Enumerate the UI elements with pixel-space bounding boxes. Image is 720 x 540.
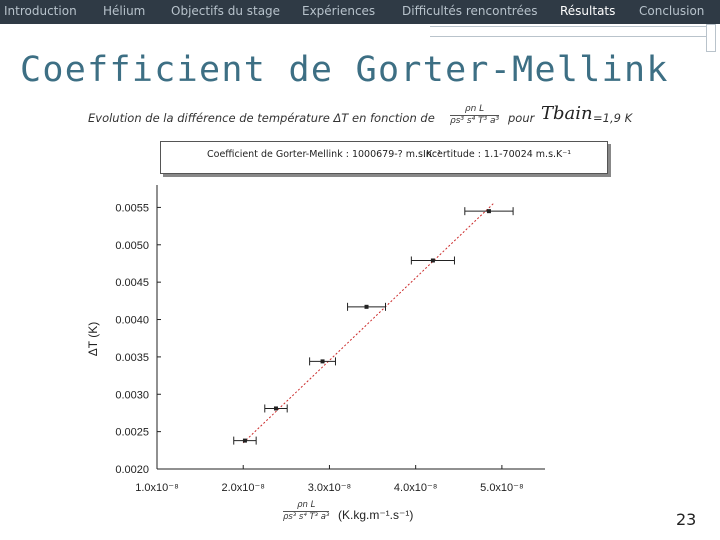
nav-conclusion[interactable]: Conclusion <box>639 4 705 18</box>
subtitle-fraction-numerator: ρn L <box>450 104 499 116</box>
legend-uncertainty: Incertitude : 1.1-70024 m.s.K⁻¹ <box>423 149 572 160</box>
legend-coefficient: Coefficient de Gorter-Mellink : 1000679-? m.s.K⁻¹ <box>207 149 442 160</box>
y-tick-label: 0.0040 <box>115 314 149 327</box>
y-tick-label: 0.0020 <box>115 464 149 476</box>
fit-line <box>243 204 493 443</box>
x-tick-label: 3.0x10⁻⁸ <box>307 482 352 494</box>
nav-decorative-corner <box>706 24 716 52</box>
subtitle-pour: pour <box>508 111 535 125</box>
x-tick-label: 5.0x10⁻⁸ <box>480 482 524 494</box>
data-point <box>274 406 278 410</box>
x-axis-fraction <box>283 500 329 523</box>
nav-resultats[interactable]: Résultats <box>560 4 616 18</box>
x-axis-fraction-denominator: ρs³ s⁴ T³ a³ <box>283 512 330 522</box>
tbain-value: =1,9 K <box>593 111 633 125</box>
x-axis-fraction-numerator: ρn L <box>283 500 329 512</box>
y-axis-label: ΔT (K) <box>86 321 100 357</box>
x-axis-unit: (K.kg.m⁻¹.s⁻¹) <box>338 508 414 522</box>
y-tick-label: 0.0050 <box>115 239 149 252</box>
data-point <box>321 359 325 363</box>
nav-objectifs[interactable]: Objectifs du stage <box>171 4 281 18</box>
y-tick-label: 0.0055 <box>115 202 149 215</box>
page-number: 23 <box>676 510 697 529</box>
nav-introduction[interactable]: Introduction <box>4 4 77 18</box>
y-tick-label: 0.0035 <box>115 351 149 364</box>
x-tick-label: 4.0x10⁻⁸ <box>393 482 438 494</box>
slide-title: Coefficient de Gorter-Mellink <box>20 50 669 90</box>
nav-helium[interactable]: Hélium <box>103 4 146 18</box>
data-point <box>487 209 491 213</box>
subtitle-fraction-denominator: ρs³ s⁴ T³ a³ <box>450 116 500 126</box>
x-tick-label: 1.0x10⁻⁸ <box>135 482 179 494</box>
data-point <box>365 305 369 309</box>
y-tick-label: 0.0030 <box>115 389 149 402</box>
nav-difficultes[interactable]: Difficultés rencontrées <box>402 4 538 18</box>
chart-legend-box <box>160 141 608 174</box>
x-tick-label: 2.0x10⁻⁸ <box>221 482 265 494</box>
y-tick-label: 0.0025 <box>115 426 149 439</box>
top-navigation-bar <box>0 0 720 24</box>
slide-subtitle: Evolution de la différence de température ΔT en fonction de <box>88 111 435 125</box>
data-point <box>243 439 247 443</box>
tbain-label: Tbain <box>541 103 593 124</box>
y-tick-label: 0.0045 <box>115 277 149 290</box>
nav-decorative-rule <box>430 26 706 37</box>
subtitle-fraction <box>450 104 499 127</box>
data-point <box>431 258 435 262</box>
nav-experiences[interactable]: Expériences <box>302 4 376 18</box>
